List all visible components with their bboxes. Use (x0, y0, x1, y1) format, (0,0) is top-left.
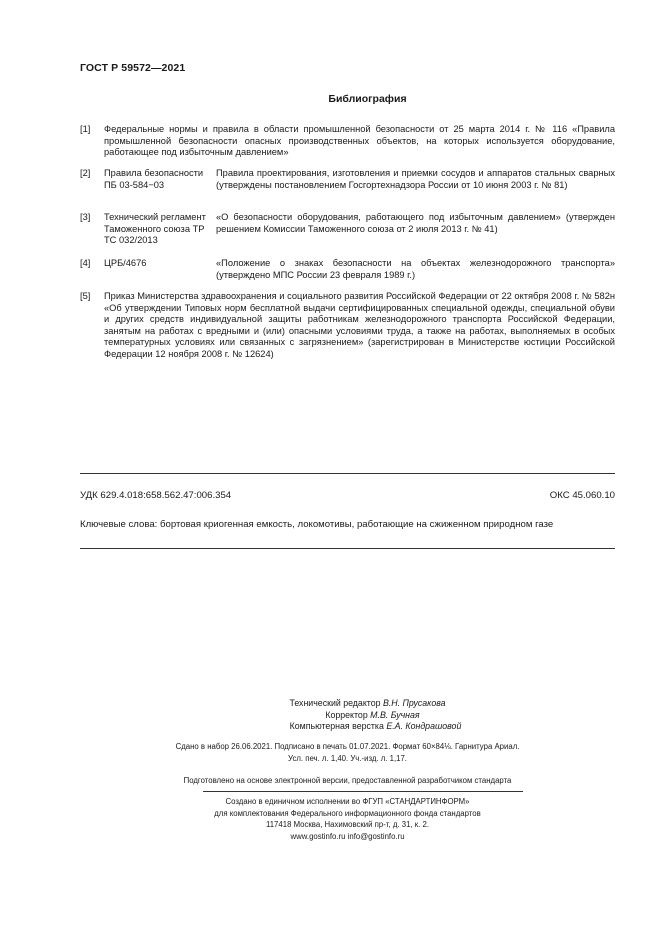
udk-code: УДК 629.4.018:658.562.47:006.354 (80, 490, 232, 501)
credits-block (80, 698, 615, 733)
entry-text: Правила проектирования, изготовления и приемки сосудов и аппаратов стальных сварных (утверждены постановлением Госгортехнадзора России от 10 июня 2003 г. № 81) (216, 168, 615, 190)
entry-code: Правила безопасности ПБ 03-584−03 (104, 168, 204, 190)
standard-number: ГОСТ Р 59572—2021 (80, 62, 186, 74)
prepared-note: Подготовлено на основе электронной версии, предоставленной разработчиком стандарта (183, 776, 512, 785)
credit-name: М.В. Бучная (370, 709, 420, 720)
entry-text: Приказ Министерства здравоохранения и социального развития Российской Федерации от 22 октября 2008 г. № 582н «Об утверждении Типовых норм бесплатной выдачи сертифицированных специальной одежды, специальной обуви и других средств индивидуальной защиты работникам железнодорожного транспорта Российской Федерации, занятым на работах с вредными и (или) опасными условиями труда, а также на работах, выполняемых в особых температурных условиях или связанных с загрязнением» (зарегистрирован в Министерстве юстиции Российской Федерации 12 ноября 2008 г. № 12624) (104, 291, 615, 359)
entry-number: [5] (80, 291, 91, 301)
print-info-line: Усл. печ. л. 1,40. Уч.-изд. л. 1,17. (288, 753, 407, 763)
entry-text: Федеральные нормы и правила в области промышленной безопасности от 25 марта 2014 г. № 116 «Правила промышленной безопасности опасных производственных объектов, на которых используется оборудование, работающее под избыточным давлением» (104, 124, 615, 158)
print-info (80, 741, 615, 764)
entry-number: [3] (80, 212, 91, 222)
print-info-line: Сдано в набор 26.06.2021. Подписано в печать 01.07.2021. Формат 60×84⅛. Гарнитура Ариал. (175, 742, 520, 751)
entry-code: Технический регламент Таможенного союза ТР ТС 032/2013 (104, 212, 206, 246)
credit-name: В.Н. Прусакова (382, 698, 446, 708)
keywords: Ключевые слова: бортовая криогенная емкость, локомотивы, работающие на сжиженном природном газе (80, 519, 554, 530)
credit-role: Компьютерная верстка (289, 721, 384, 731)
credit-line (80, 721, 615, 733)
publisher-line: www.gostinfo.ru info@gostinfo.ru (290, 831, 405, 841)
credit-role: Технический редактор (289, 698, 381, 708)
credit-line (80, 710, 615, 722)
credit-role: Корректор (325, 709, 368, 720)
entry-code: ЦРБ/4676 (104, 258, 147, 268)
divider-line (203, 791, 523, 792)
publisher-info (80, 796, 615, 842)
publisher-line: Создано в единичном исполнении во ФГУП «СТАНДАРТИНФОРМ» (225, 797, 470, 806)
entry-text: «Положение о знаках безопасности на объектах железнодорожного транспорта» (утверждено МПС России 23 февраля 1989 г.) (216, 258, 615, 280)
publisher-line: 117418 Москва, Нахимовский пр-т, д. 31, к. 2. (265, 820, 430, 829)
entry-number: [1] (80, 124, 91, 134)
oks-code: ОКС 45.060.10 (549, 490, 615, 501)
divider-line (80, 473, 615, 474)
entry-number: [4] (80, 258, 91, 268)
divider-line (80, 548, 615, 549)
credit-name: Е.А. Кондрашовой (386, 721, 462, 731)
section-title: Библиография (328, 93, 407, 105)
entry-text: «О безопасности оборудования, работающего под избыточным давлением» (утвержден решением Комиссии Таможенного союза от 2 июля 2013 г. № 41) (216, 212, 615, 234)
entry-number: [2] (80, 168, 91, 178)
credit-line (80, 698, 615, 710)
publisher-line: для комплектования Федерального информационного фонда стандартов (214, 808, 481, 818)
